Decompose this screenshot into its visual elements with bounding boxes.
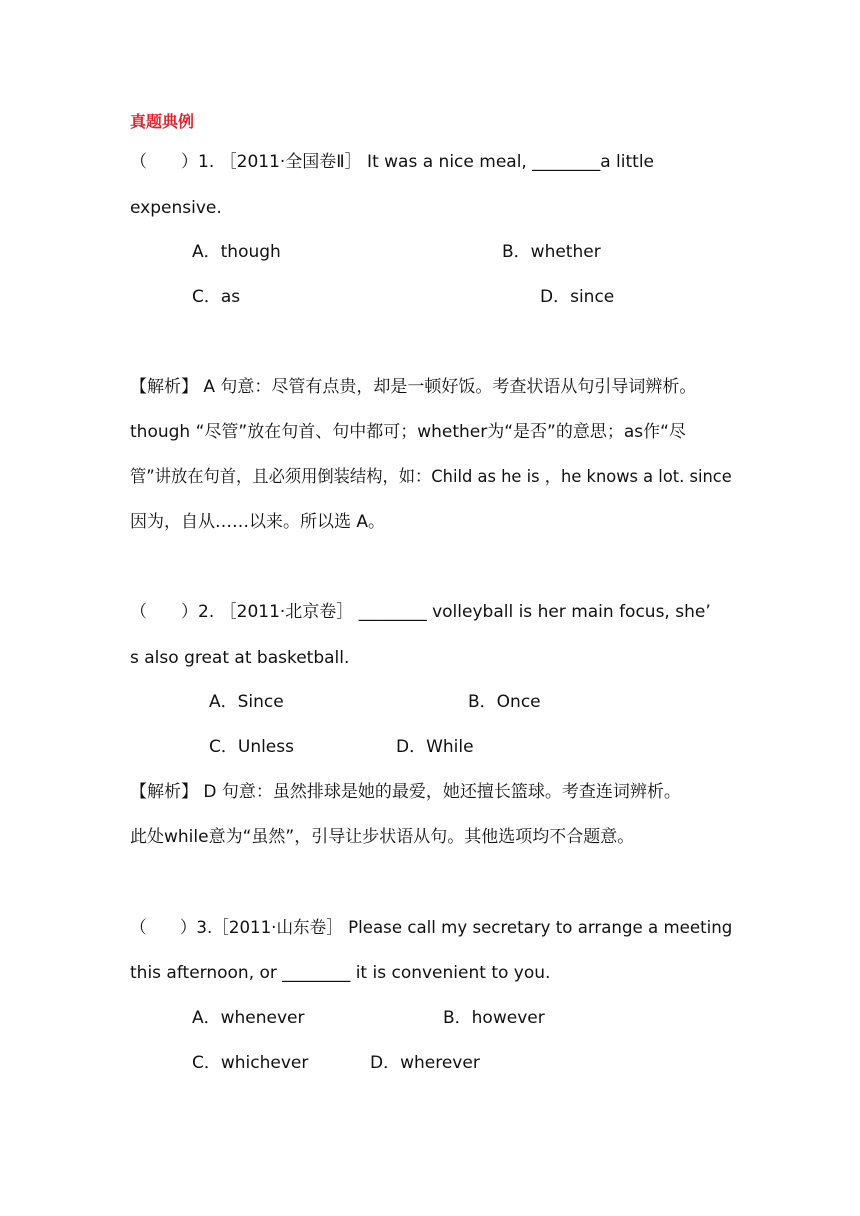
q1-analysis-line-1: 【解析】 A 句意：尽管有点贵，却是一顿好饭。考查状语从句引导词辨析。 [130,377,697,397]
q3-stem-line-2: this afternoon, or ________ it is convenient to you. [130,963,551,983]
q1-option-c: C．as [192,287,241,307]
q2-option-a: A．Since [209,692,284,712]
section-title: 真题典例 [130,112,195,131]
q1-option-a: A．though [192,242,281,262]
q3-option-d: D．wherever [370,1053,480,1073]
q2-option-d: D．While [396,737,474,757]
q1-option-d: D．since [540,287,615,307]
q1-analysis-line-4: 因为，自从……以来。所以选 A。 [130,512,386,532]
q2-option-c: C．Unless [209,737,294,757]
q2-stem-line-1: （ ）2. ［2011·北京卷］ ________ volleyball is her main focus, she’ [130,602,711,622]
q1-analysis-line-3: 管”讲放在句首，且必须用倒装结构，如：Child as he is ，he knows a lot. since [130,467,732,487]
q3-option-c: C．whichever [192,1053,309,1073]
q1-option-b: B．whether [502,242,601,262]
q1-analysis-line-2: though “尽管”放在句首、句中都可；whether为“是否”的意思；as作“尽 [130,422,686,442]
q1-stem-line-1: （ ）1. ［2011·全国卷Ⅱ］ It was a nice meal, ________a little [130,152,655,172]
q1-stem-line-2: expensive. [130,198,222,218]
q2-analysis-line-2: 此处while意为“虽然”，引导让步状语从句。其他选项均不合题意。 [130,827,635,847]
q3-option-b: B．however [443,1008,545,1028]
q3-stem-line-1: （ ）3.［2011·山东卷］ Please call my secretary to arrange a meeting [130,918,733,938]
q2-stem-line-2: s also great at basketball. [130,648,350,668]
q3-option-a: A．whenever [192,1008,305,1028]
q2-analysis-line-1: 【解析】 D 句意：虽然排球是她的最爱，她还擅长篮球。考查连词辨析。 [130,782,681,802]
q2-option-b: B．Once [468,692,541,712]
